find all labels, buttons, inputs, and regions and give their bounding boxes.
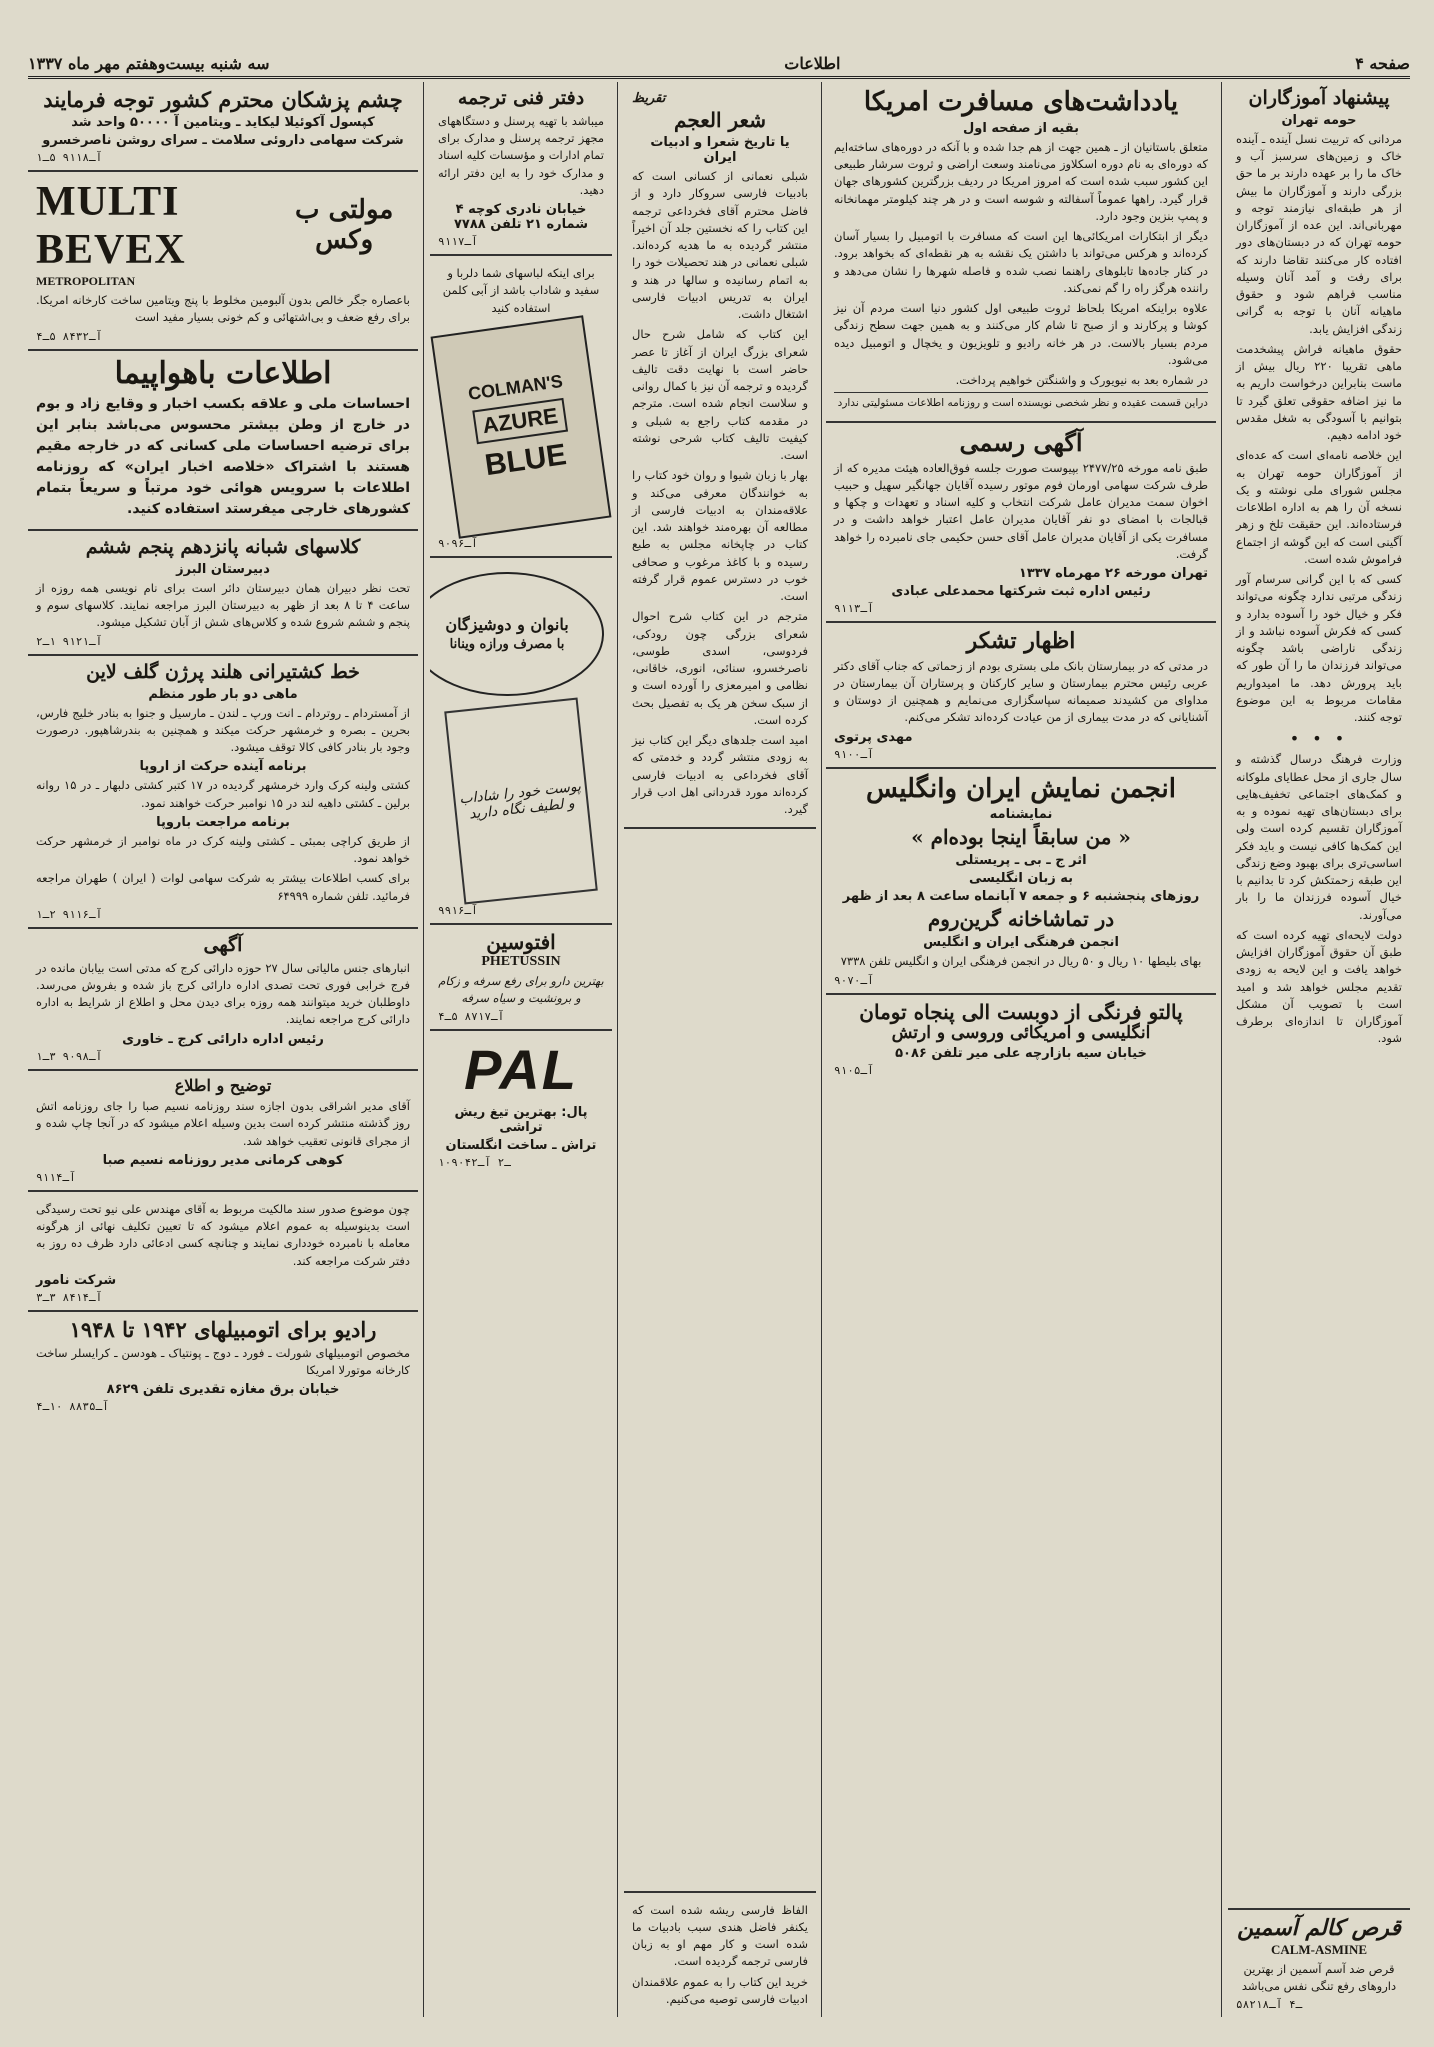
section-divider: • • • bbox=[1289, 729, 1349, 749]
ad-code: آـ۸۴۳۲ ۵ـ۴ bbox=[36, 329, 103, 343]
paragraph: این خلاصه نامه‌ای است که عده‌ای از آموزگاران حومه تهران به مجلس شورای ملی نوشته و یک نسخه آن را هم به اداره اطلاعات فرستاده‌اند. این حقیقت تلخ و زهر آگینی است که این گوشه از اجتماع فراموش شده است. bbox=[1236, 448, 1402, 566]
package-name: AZURE bbox=[472, 397, 568, 443]
paper-name: اطلاعات bbox=[784, 53, 841, 73]
ad-signature: کوهی کرمانی مدیر روزنامه نسیم صبا bbox=[102, 1152, 344, 1168]
cosmetics-ad bbox=[430, 558, 612, 925]
ad-body: بهترین دارو برای رفع سرفه و زکام و برونشیت و سیاه سرفه bbox=[438, 973, 604, 1006]
column-rule bbox=[617, 82, 618, 2017]
pal-code: ۱۰ـ۲ آـ۹۰۴۲ bbox=[438, 1156, 511, 1170]
play-language: به زبان انگلیسی bbox=[968, 871, 1074, 887]
ad-address: خیابان برق مغازه تقدیری تلفن ۸۶۲۹ bbox=[106, 1382, 340, 1398]
ad-body: میباشد با تهیه پرسنل و دستگاههای مجهز ترجمه پرسنل و مدارک برای تمام ادارات و مؤسسات کلیه اسناد و مدارک خود را به این دفتر ارائه دهید. bbox=[438, 113, 604, 197]
paragraph: امید است جلدهای دیگر این کتاب نیز به زودی منتشر گردد و خدمتی که آقای فخرداعی به ادبیات فارسی کرده‌اند مورد قدردانی اهل ادب قرار گیرد. bbox=[632, 733, 808, 816]
paragraph: بهار با زبان شیوا و روان خود کتاب را به خوانندگان معرفی می‌کند و علاقه‌مندان به ادبیات فارسی از مطالعه آن بهره‌مند خواهند شد. این کتاب در چاپخانه مجلس به طبع رسیده و با کاغذ مرغوب و صحافی خوب در دسترس عموم قرار گرفته است. bbox=[632, 468, 808, 603]
issue-date: سه شنبه بیست‌وهفتم مهر ماه ۱۳۳۷ bbox=[28, 53, 270, 73]
ad-code: آـ۹۰۹۸ ۳ـ۱ bbox=[36, 1049, 103, 1063]
colmans-blue-ad bbox=[430, 256, 612, 558]
notice-signature: رئیس اداره ثبت شرکتها محمدعلی عبادی bbox=[891, 584, 1151, 600]
ad-title: آگهی bbox=[203, 933, 243, 956]
ad-code: ۵ـ۴ آـ۸۲۱۸ bbox=[1236, 1998, 1303, 2011]
ad-sub: شرکت سهامی داروئی سلامت ـ سرای روشن ناصرخسرو bbox=[42, 133, 404, 149]
ad-latin-name: CALM-ASMINE bbox=[1270, 1941, 1368, 1957]
coat-title: پالتو فرنگی از دوبست الی پنجاه تومان bbox=[859, 999, 1183, 1024]
ad-title: خط کشتیرانی هلند پرژن گلف لاین bbox=[86, 660, 360, 683]
night-classes-ad bbox=[28, 531, 418, 656]
society-code: آـ۹۰۷۰ bbox=[834, 973, 874, 987]
ad-body: باعصاره جگر خالص بدون آلبومین مخلوط با پنج ویتامین ساخت کارخانه امریکا. برای رفع ضعف و بی‌اشتهائی و کم خونی بسیار مفید است bbox=[36, 293, 410, 325]
review-label: تقریظ bbox=[632, 91, 666, 106]
column-rule bbox=[1221, 82, 1222, 2017]
cosmetics-calligraphy bbox=[444, 697, 598, 904]
ad-body: مخصوص اتومبیلهای شورلت ـ فورد ـ دوج ـ پونتیاک ـ هودسن ـ کرایسلر ساخت کارخانه موتورلا امریکا bbox=[36, 1345, 410, 1378]
paragraph: الفاظ فارسی ریشه شده است که یکنفر فاضل هندی سبب بادبیات ما شده است و کار مهم او به زبان فارسی ترجمه گردیده است. bbox=[632, 1902, 808, 1969]
article-title: یادداشت‌های مسافرت امریکا bbox=[863, 87, 1179, 117]
ad-body: احساسات ملی و علاقه بکسب اخبار و وقایع زاد و بوم در خارج از وطن بیشتر محسوس می‌باشد بنابر این برای ترضیه احساسات ملی کسانی که در خارجه مقیم هستند با اشتراک «خلاصه اخبار ایران» که روزنامه اطلاعات با سرویس هوائی خود مرتباً و سریعاً بتمام کشورهای خارجی میفرستد استفاده کنید. bbox=[36, 396, 410, 518]
ad-title-fa: مولتی ب وکس bbox=[295, 195, 394, 256]
play-host: انجمن فرهنگی ایران و انگلیس bbox=[923, 935, 1119, 951]
ad-text: پوست خود را شاداب و لطیف نگاه دارید bbox=[458, 778, 582, 823]
paragraph: در شماره بعد به نیویورک و واشنگتن خواهیم پرداخت. bbox=[955, 373, 1208, 388]
ad-title: چشم پزشکان محترم کشور توجه فرمایند bbox=[43, 87, 403, 112]
schedule-body: کشتی ولینه کرک وارد خرمشهر گردیده در ۱۷ کتبر کشتی دلبهار ـ در ۱۵ روانه برلین ـ کشتی داهیه لند در ۱۵ نوامبر حرکت خواهند نمود. bbox=[36, 778, 410, 810]
pal-blade-ad bbox=[430, 1031, 612, 1175]
ad-code: آـ۹۱۲۱ ۱ـ۲ bbox=[36, 634, 103, 648]
translation-office-ad bbox=[430, 82, 612, 256]
review-title: شعر العجم bbox=[674, 108, 766, 132]
review-continued bbox=[624, 1891, 816, 2018]
ad-code: آـ۸۷۱۷ ۵ـ۴ bbox=[438, 1010, 505, 1024]
paragraph: متعلق باستانیان از ـ همین جهت از هم جدا شده و با آنکه در دوره‌های ساخته‌ایم که دوره‌ای به نام دوره اسکلاوز می‌نامند وسعت اراضی و ثروت سرشار طبیعی این کشور سبب شده است که امروز امریکا در ردیف بزرگترین کشورهای جهان قرار گیرد. راهها عموماً آسفالته و شوسه است و در هر چند کیلومتر مهمانخانه و پمپ بنزین وجود دارد. bbox=[834, 139, 1208, 223]
play-dates: روزهای پنجشنبه ۶ و جمعه ۷ آبانماه ساعت ۸ بعد از ظهر bbox=[842, 889, 1200, 905]
car-radio-ad bbox=[28, 1312, 418, 1420]
america-article bbox=[826, 82, 1216, 423]
thanks-title: اظهار تشکر bbox=[966, 628, 1076, 655]
teachers-article bbox=[1228, 82, 1410, 1057]
society-subtitle: نمایشنامه bbox=[989, 807, 1053, 823]
notice-date: تهران مورخه ۲۶ مهرماه ۱۳۳۷ bbox=[1018, 566, 1208, 582]
paragraph: خرید این کتاب را به عموم علاقمندان ادبیات فارسی توصیه می‌کنیم. bbox=[632, 1974, 808, 2006]
ad-body: آقای مدیر اشراقی بدون اجازه سند روزنامه نسیم صبا را جای روزنامه اتش روز گذشته منتشر کرده است بدین وسیله اعلام میشود که در آنجا چاپ شده و از مجرای قانونی تعقیب خواهد شد. bbox=[36, 1099, 410, 1148]
phetussin-ad bbox=[430, 925, 612, 1032]
ad-subtitle: با مصرف ورازه وینانا bbox=[449, 636, 565, 652]
ad-code: آـ۹۱۱۶ ۲ـ۱ bbox=[36, 907, 103, 921]
schedule-heading: برنامه آینده حرکت از اروپا bbox=[139, 759, 307, 775]
return-body: از طریق کراچی بمبئی ـ کشتی ولینه کرک در ماه نوامبر از خرمشهر حرکت خواهد نمود. bbox=[36, 833, 410, 866]
ad-text: قرص ضد آسم آسمین از بهترین داروهای رفع تنگی نفس می‌باشد bbox=[1241, 1961, 1397, 1993]
ad-address: خیابان نادری کوچه ۴ شماره ۲۱ تلفن ۷۷۸۸ bbox=[454, 202, 588, 233]
article-subtitle: بقیه از صفحه اول bbox=[963, 120, 1079, 136]
notice-code: آـ۹۱۱۳ bbox=[834, 602, 874, 616]
paragraph: مترجم در این کتاب شرح احوال شعرای بزرگی چون رودکی، فردوسی، اسدی طوسی، ناصرخسرو، سنائی، انوری، خاقانی، نظامی و امیرمعزی را آورده است و از سبک سخن هر یک به تفصیل بحث کرده است. bbox=[632, 609, 808, 727]
column-rule bbox=[423, 82, 424, 2017]
pal-logo: PAL bbox=[464, 1038, 578, 1102]
ad-body: از آمستردام ـ روتردام ـ انت ورپ ـ لندن ـ مارسیل و جنوا به بنادر خلیج فارس، بحرین ـ بصره و خرمشهر حرکت میکند و همچنین به بندرشاهپور. درصورت وجود بار بنادر کافی کالا توقف میشود. bbox=[36, 705, 410, 755]
paragraph: این کتاب که شامل شرح حال شعرای بزرگ ایران از آغاز تا عصر حاضر است با نهایت دقت تالیف گردیده و ترجمه آن نیز با کمال روانی و سلاست انجام شده است. مترجم در مقدمه کتاب راجع به شبلی و کیفیت تالیف کتاب شرحی نوشته است. bbox=[632, 327, 808, 462]
ad-title-latin: MULTI BEVEX bbox=[36, 179, 186, 274]
ad-code: آـ۹۹۱۶ bbox=[438, 903, 478, 917]
ad-body: چون موضوع صدور سند مالکیت مربوط به آقای مهندس علی نیو تحت رسیدگی است بدینوسیله به عموم اعلام میشود که تا تعیین تکلیف نهائی از هرگونه معامله با نامبرده خودداری نمایند و چنانچه کسی ادعائی دارد ظرف ده روز به دفتر شرکت مراجعه کند. bbox=[36, 1201, 410, 1268]
ad-code: آـ۹۱۱۸ ۵ـ۱ bbox=[36, 151, 103, 165]
theatre-society-ad bbox=[826, 769, 1216, 995]
ad-latin-name: PHETUSSIN bbox=[481, 953, 561, 969]
paragraph: حقوق ماهیانه فراش پیشخدمت ماهی تقریبا ۲۲۰ ریال بیش از ماست بنابراین درخواست داریم به ما نیز اضافه حقوقی تعلق گیرد تا بتوانیم با آسودگی به شغل مقدس خود ادامه دهیم. bbox=[1236, 341, 1402, 443]
ad-title: افتوسین bbox=[486, 929, 556, 954]
pal-sub: تراش ـ ساخت انگلستان bbox=[445, 1138, 597, 1154]
notice-body: طبق نامه مورخه ۲۴۷۷/۲۵ بپیوست صورت جلسه فوق‌العاده هیئت مدیره که از طرف شرکت سهامی اورمان فوم موتور رسیده آقایان جهانگیر سهیل و حبیب اخوان سمت مدیران عامل شرکت انتخاب و کلیه اسناد و تعهدات و چکها و قبالجات با امضای دو نفر آقایان مدیران عامل اعتبار خواهد داشت و در مسافرت یکی از آقایان مدیران عامل آقای حسن حکیمی جای نامبرده را خواهد گرفت. bbox=[834, 460, 1208, 561]
ad-brand: METROPOLITAN bbox=[36, 274, 136, 289]
return-heading: برنامه مراجعت باروپا bbox=[156, 814, 290, 830]
ad-title: دفتر فنی ترجمه bbox=[457, 87, 585, 109]
ad-subtitle: ماهی دو بار طور منظم bbox=[148, 686, 298, 702]
ad-title: اطلاعات باهواپیما bbox=[114, 355, 332, 391]
society-title: انجمن نمایش ایران وانگلیس bbox=[866, 773, 1176, 804]
page-header bbox=[28, 50, 1410, 79]
column-classifieds bbox=[28, 82, 418, 2017]
play-author: اثر ج ـ بی ـ پریستلی bbox=[955, 853, 1087, 869]
paragraph: شبلی نعمانی از کسانی است که بادبیات فارسی سروکار دارد و از فاضل محترم آقای فخرداعی ترجمه این کتاب را که نخستین جلد آن اخیراً منتشر گردیده به ما هدیه کرده‌اند. شبلی نعمانی در هند تحصیلات خود را به اتمام رسانیده و سالها در هند و ایران به تدریس ادبیات فارسی اشتغال داشت. bbox=[632, 169, 808, 321]
agent-info: برای کسب اطلاعات بیشتر به شرکت سهامی لوات ( ایران ) طهران مراجعه فرمائید. تلفن شماره ۶۴۹۹۹ bbox=[36, 871, 410, 903]
paragraph: دولت لایحه‌ای تهیه کرده است که طبق آن حقوق آموزگاران افزایش خواهد یافت و این لایحه به زودی تقدیم مجلس خواهد شد و امید است با تصویب آن مشکل آموزگاران تا اندازه‌ای برطرف شود. bbox=[1236, 927, 1402, 1046]
thanks-notice bbox=[826, 623, 1216, 768]
shipping-line-ad bbox=[28, 656, 418, 929]
ad-title: قرص کالم آسمین bbox=[1237, 1915, 1401, 1942]
ad-title: کلاسهای شبانه پانزدهم پنجم ششم bbox=[85, 536, 361, 559]
column-america bbox=[826, 82, 1216, 2017]
paragraph: مردانی که تربیت نسل آینده ـ آینده خاک و زمین‌های سرسبز آب و خاک ما را بر عهده دارند بر ما حق بزرگی دارند و آموزگاران ما بیش از هر طبقه‌ای نیازمند توجه و مهربانی‌اند. این عده از آموزگاران حومه تهران که در دبستان‌های دور افتاده کار می‌کنند تقاضا دارند که برای رفت و آمد آنان وسیله مناسب فراهم شود و حقوق ماهیانه آنان با توجه به گرانی زندگی افزایش یابد. bbox=[1236, 131, 1402, 336]
editor-note: دراین قسمت عقیده و نظر شخصی نویسنده است و روزنامه اطلاعات مسئولیتی ندارد bbox=[834, 392, 1208, 412]
eye-doctors-ad bbox=[28, 82, 418, 172]
ad-text: برای اینکه لباسهای شما دلربا و سفید و شاداب باشد از آبی کلمن استفاده کنید bbox=[442, 266, 600, 315]
play-title: « من سابقاً اینجا بوده‌ام » bbox=[911, 825, 1131, 850]
paragraph: وزارت فرهنگ درسال گذشته و سال جاری از محل عطایای ملوکانه و کمک‌های اجتماعی تخفیف‌هایی برای دبستان‌های تهیه نموده و به آموزگاران تقسیم کرده است ولی این کمک‌ها کافی نیست و باید فکر اساسی‌تری برای بهبود وضع زندگی این طبقه زحمتکش کرد تا بدانیم با خیال آسوده فرزندان ما را بار می‌آورند. bbox=[1236, 752, 1402, 922]
ad-title: توضیح و اطلاع bbox=[174, 1075, 272, 1095]
coat-subtitle: انگلیسی و امریکائی وروسی و ارتش bbox=[891, 1022, 1151, 1043]
ad-code: آـ۹۱۱۷ bbox=[438, 235, 478, 249]
ad-body: تحت نظر دبیران همان دبیرستان دائر است برای نام نویسی همه روزه از ساعت ۴ تا ۸ بعد از ظهر به دبیرستان البرز مراجعه نمایند. کلاسهای سوم و پنجم و ششم شروع شده و کلاس‌های شش از آبان تشکیل میشود. bbox=[36, 580, 410, 630]
review-subtitle: یا تاریخ شعرا و ادبیات ایران bbox=[650, 135, 790, 165]
column-rule bbox=[821, 82, 822, 2017]
package-color: BLUE bbox=[482, 437, 569, 482]
ad-title: رادیو برای اتومبیلهای ۱۹۴۲ تا ۱۹۴۸ bbox=[69, 1316, 377, 1342]
ad-code: آـ۹۰۹۶ bbox=[438, 536, 478, 550]
paragraph: علاوه براینکه امریکا بلحاظ ثروت طبیعی اول کشور دنیا است مردم آن نیز کوشا و پرکارند و از صبح تا شام کار می‌کنند و به همین جهت سطح زندگی مردم بسیار بالاست. در هر خانه رادیو و تلویزیون و یخچال و اتومبیل دیده می‌شود. bbox=[834, 301, 1208, 367]
paragraph: کسی که با این گرانی سرسام آور زندگی مرتبی ندارد چگونه می‌تواند فکر و خیال خود را آسوده بدارد و کسی که فکرش آسوده نباشد و از زندگی ناراضی باشد چگونه می‌تواند فرزندان ما را آن طور که باید پرورش دهد. ما امیدواریم مقامات مربوط به این موضوع توجه کنند. bbox=[1236, 572, 1402, 725]
ad-text: کپسول آکوئیلا لیکاید ـ ویتامین آ ۵۰۰۰۰ واحد شد bbox=[71, 115, 375, 131]
ad-title: بانوان و دوشیزگان bbox=[445, 614, 569, 634]
multi-bevex-ad bbox=[28, 172, 418, 351]
column-ads bbox=[430, 82, 612, 2017]
article-title: پیشنهاد آموزگاران bbox=[1248, 87, 1390, 109]
coat-address: خیابان سیه بازارچه علی میر تلفن ۵۰۸۶ bbox=[895, 1046, 1147, 1062]
ad-signature: رئیس اداره دارائی کرج ـ خاوری bbox=[122, 1031, 324, 1047]
airmail-edition-ad bbox=[28, 351, 418, 532]
play-venue: در تماشاخانه گرین‌روم bbox=[927, 907, 1115, 932]
ad-signature: شرکت نامور bbox=[36, 1272, 117, 1288]
article-subtitle: حومه تهران bbox=[1281, 112, 1357, 128]
blue-package-image bbox=[431, 315, 612, 538]
calm-asmine-ad bbox=[1228, 1908, 1410, 2017]
ad-subtitle: دبیرستان البرز bbox=[176, 561, 270, 577]
book-review bbox=[624, 82, 816, 829]
column-teachers bbox=[1228, 82, 1410, 2017]
thanks-signature: مهدی پرتوی bbox=[834, 729, 913, 745]
ad-body: انبارهای جنس مالیاتی سال ۲۷ حوزه دارائی کرج که مدتی است بیابان مانده در فرج خرابی فوری تحت تصدی اداره دارائی کرج باز شده و بفروش می‌رسد. داوطلبان خرید میتوانند همه روزه برای دیدن محل و اطلاع از شرایط به اداره دارائی کرج مراجعه نمایند. bbox=[36, 960, 410, 1027]
ad-code: آـ۸۸۳۵ ۱۰ـ۴ bbox=[36, 1400, 109, 1414]
karaj-notice bbox=[28, 929, 418, 1071]
ticket-info: بهای بلیطها ۱۰ ریال و ۵۰ ریال در انجمن فرهنگی ایران و انگلیس تلفن ۷۳۳۸ bbox=[840, 954, 1202, 969]
page-number: صفحه ۴ bbox=[1355, 53, 1410, 73]
cosmetics-oval bbox=[430, 572, 604, 696]
ad-code: آـ۸۴۱۴ ۳ـ۳ bbox=[36, 1290, 103, 1304]
thanks-code: آـ۹۱۰۰ bbox=[834, 747, 874, 761]
coat-shop-ad bbox=[826, 995, 1216, 1084]
column-review bbox=[624, 82, 816, 2017]
ad-code: آـ۹۱۱۴ bbox=[36, 1170, 76, 1184]
official-notice bbox=[826, 423, 1216, 623]
thanks-body: در مدتی که در بیمارستان بانک ملی بستری بودم از زحماتی که جناب آقای دکتر عربی رئیس محترم بیمارستان و سایر کارکنان و پرستاران آن بیمارستان در مداوای من کشیدند صمیمانه سپاسگزاری می‌نمایم و همچنین از دوستان و آشنایانی که در مدت بیماری از من عیادت کرده‌اند تشکر می‌کنم. bbox=[834, 658, 1208, 725]
paragraph: دیگر از ابتکارات امریکائی‌ها این است که مسافرت با اتومبیل را بسیار آسان کرده‌اند و هرکس می‌تواند با داشتن یک نقشه به هر نقطه‌ای که بخواهد برود. در کنار جاده‌ها تابلوهای راهنما نصب شده و فاصله شهرها را نشان می‌دهد و راننده هرگز راه را گم نمی‌کند. bbox=[834, 229, 1208, 295]
ownership-notice bbox=[28, 1192, 418, 1312]
coat-code: آـ۹۱۰۵ bbox=[834, 1064, 874, 1078]
package-brand: COLMAN'S bbox=[466, 370, 564, 404]
pal-text: پال: بهترین تیغ ریش تراشی bbox=[454, 1105, 588, 1136]
clarification-notice bbox=[28, 1071, 418, 1192]
notice-title: آگهی رسمی bbox=[959, 428, 1083, 458]
